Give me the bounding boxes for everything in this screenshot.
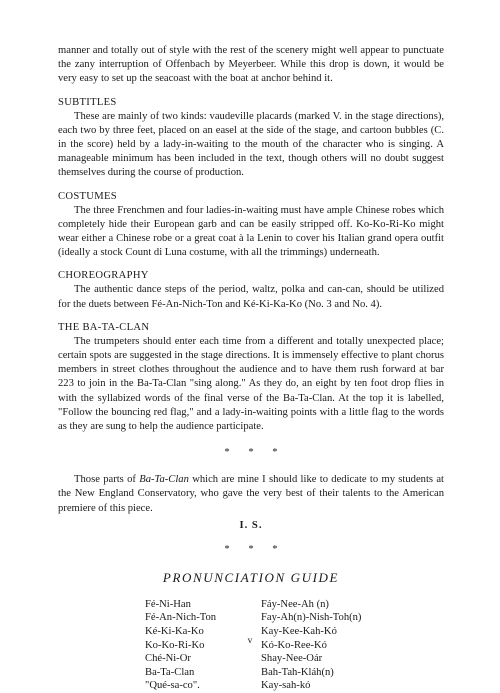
section-body-ba-ta-clan: The trumpeters should enter each time from a different and totally unexpected place; certain spots are suggested in the stage directions. It is immensely effective to plant chorus members in street clothes throughout the audience and to have them rush forward at bar 223 to join in the Ba-Ta-Clan "sing along." As they do, an eight by ten foot drop flies in with the syllabized words of the final verse of the Ba-Ta-Clan. At the top it is labelled, "Follow the bouncing red flag," and a lady-in-waiting points with a little flag to the words as they are sung to help the audience participate. bbox=[58, 335, 444, 433]
section-heading-choreography: CHOREOGRAPHY bbox=[58, 270, 149, 282]
guide-name: Ba-Ta-Clan bbox=[145, 666, 195, 678]
guide-pronunciation: Fay-Ah(n)-Nish-Toh(n) bbox=[261, 612, 362, 624]
guide-name: Ké-Ki-Ka-Ko bbox=[145, 626, 204, 638]
section-body-costumes: The three Frenchmen and four ladies-in-waiting must have ample Chinese robes which completely hide their European garb and can be easily stripped off. Ko-Ko-Ri-Ko might wear either a Chinese robe or a great coat à la Lenin to cover his Italian grand opera outfit (ideally a stock Count di Luna costume, with all the trimmings) underneath. bbox=[58, 204, 444, 259]
section-heading-subtitles: SUBTITLES bbox=[58, 96, 117, 108]
guide-name: "Qué-sa-co". bbox=[145, 680, 200, 692]
section-body-subtitles: These are mainly of two kinds: vaudeville placards (marked V. in the stage directions), each two by three feet, placed on an easel at the side of the stage, and cartoon bubbles (C. in the score) held by a lady-in-waiting to the mouth of the character who is singing. A manageable minimum has been included in the text, though others will no doubt suggest themselves during the course of production. bbox=[58, 110, 444, 179]
dedication-paragraph bbox=[58, 473, 444, 516]
guide-pronunciation: Kó-Ko-Ree-Kó bbox=[261, 639, 327, 651]
guide-pronunciation: Kay-sah-kó bbox=[261, 680, 311, 692]
divider-stars: * * * bbox=[224, 447, 278, 459]
intro-paragraph: manner and totally out of style with the rest of the scenery might well appear to punctuate the zany interruption of Offenbach by Meyerbeer. While this drop is down, it would be very easy to set up the seacoast with the boat at anchor behind it. bbox=[58, 45, 444, 85]
dedication-title: Ba-Ta-Clan bbox=[139, 474, 189, 486]
page-number: v bbox=[247, 636, 253, 646]
section-body-choreography: The authentic dance steps of the period, waltz, polka and can-can, should be utilized for the duets between Fé-An-Nich-Ton and Ké-Ki-Ka-Ko (No. 3 and No. 4). bbox=[58, 284, 444, 310]
guide-name: Ko-Ko-Ri-Ko bbox=[145, 639, 205, 651]
signature: I. S. bbox=[239, 519, 263, 531]
guide-name: Fé-Ni-Han bbox=[145, 598, 191, 610]
guide-pronunciation: Shay-Nee-Oár bbox=[261, 653, 323, 665]
guide-pronunciation: Kay-Kee-Kah-Kó bbox=[261, 626, 337, 638]
section-heading-ba-ta-clan: THE BA-TA-CLAN bbox=[58, 321, 150, 333]
guide-name: Ché-Ni-Or bbox=[145, 653, 191, 665]
dedication-lead: Those parts of bbox=[74, 474, 140, 486]
guide-pronunciation: Bah-Tah-Kláh(n) bbox=[261, 666, 334, 678]
divider-stars-2: * * * bbox=[224, 543, 278, 555]
pronunciation-guide-title: PRONUNCIATION GUIDE bbox=[162, 569, 340, 585]
guide-name: Fé-An-Nich-Ton bbox=[145, 612, 217, 624]
dedication-tail: which are mine I should like to dedicate to my students at the New England Conservatory, who gave the very best of their talents to the American premiere of this piece. bbox=[58, 474, 444, 514]
guide-pronunciation: Fáy-Nee-Ah (n) bbox=[261, 598, 329, 610]
section-heading-costumes: COSTUMES bbox=[58, 190, 117, 202]
